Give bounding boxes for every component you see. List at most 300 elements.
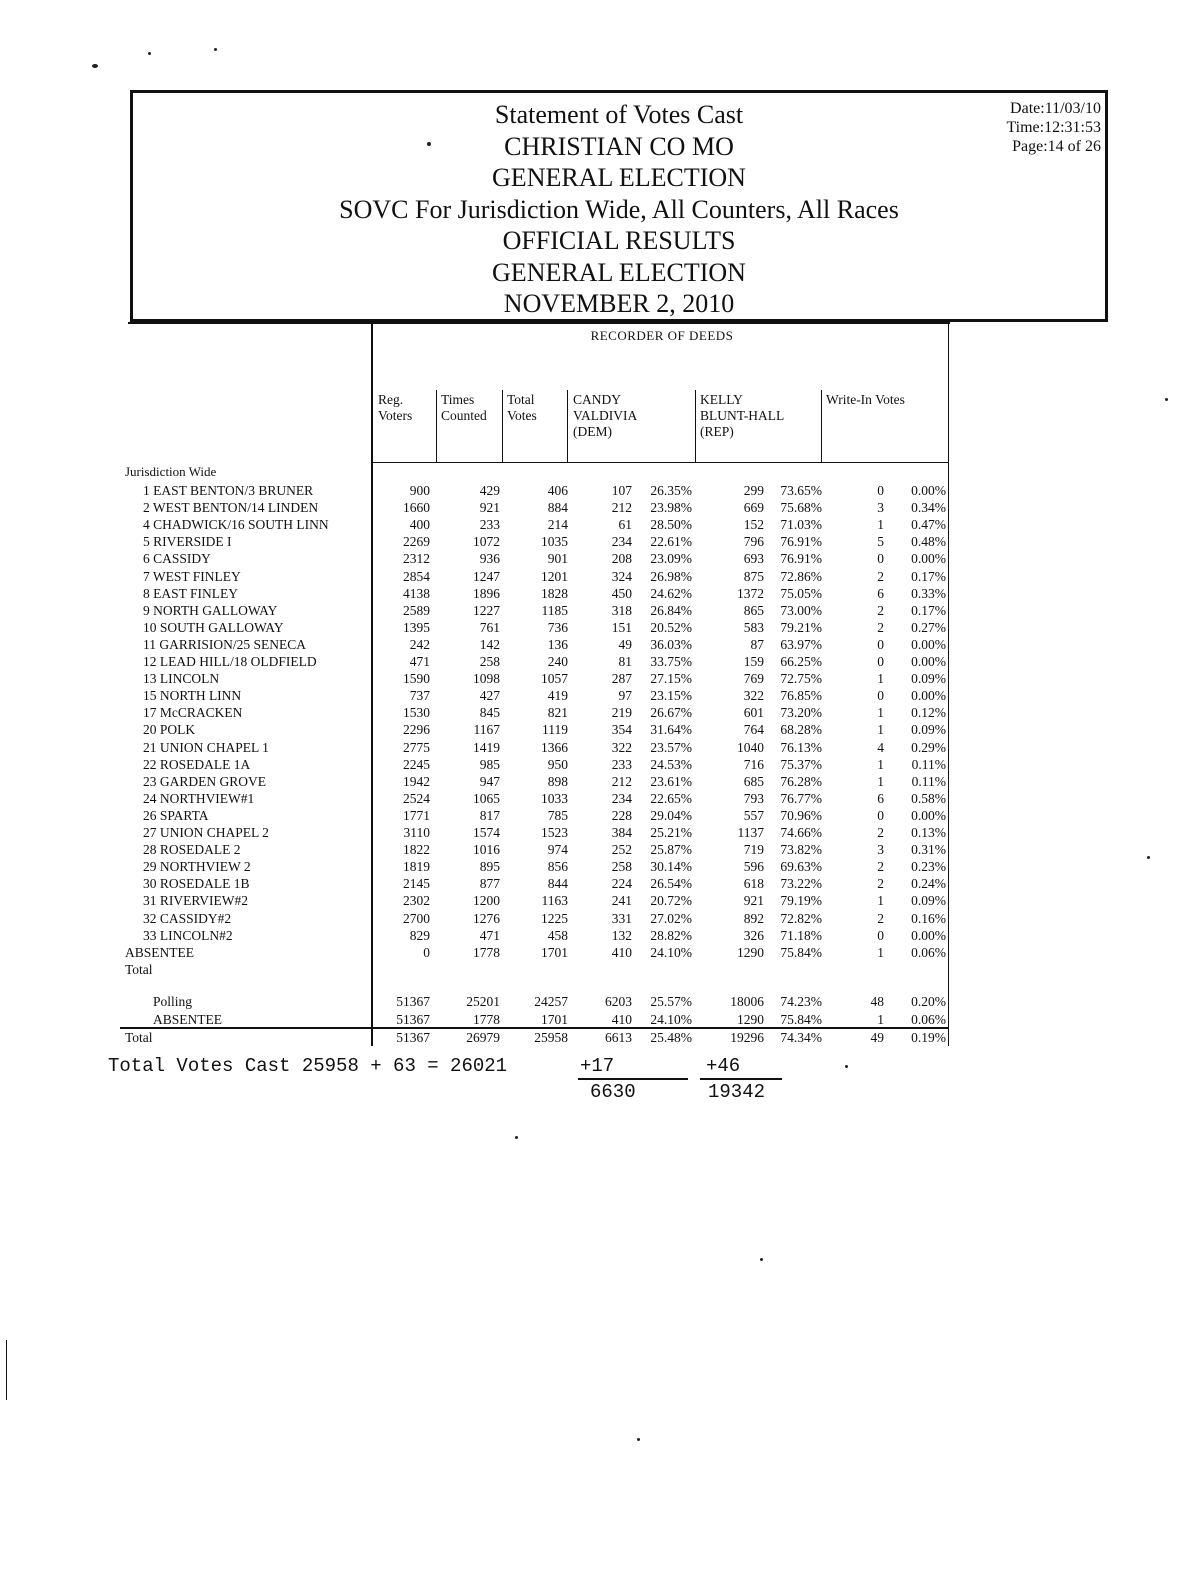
rep-pct-cell: 73.00% (780, 602, 822, 618)
total-votes-cell: 1163 (541, 893, 568, 909)
scan-speck (214, 48, 217, 51)
precinct-name-cell: 26 SPARTA (143, 807, 209, 823)
scan-speck (1165, 398, 1168, 401)
times-counted-cell: 1098 (473, 671, 500, 687)
write-in-votes-cell: 0 (877, 551, 884, 567)
table-row (0, 550, 1200, 567)
underline-dem (578, 1078, 688, 1080)
column-header-rule (373, 462, 949, 463)
write-in-pct-cell: 0.12% (911, 705, 946, 721)
dem-pct-cell: 36.03% (650, 636, 692, 652)
reg-voters-cell: 900 (409, 483, 430, 498)
scan-speck (760, 1258, 763, 1261)
precinct-name-cell: 32 CASSIDY#2 (143, 910, 232, 926)
precinct-name-cell: 27 UNION CHAPEL 2 (143, 825, 269, 840)
rep-pct-cell: 76.91% (780, 534, 822, 550)
dem-sum-note: 6630 (590, 1081, 636, 1103)
total-votes-cell: 406 (547, 483, 568, 498)
precinct-name-cell: 24 NORTHVIEW#1 (143, 790, 255, 806)
total-votes-cell: 1035 (541, 534, 568, 550)
dem-pct-cell: 23.15% (650, 688, 692, 704)
precinct-name-cell: 8 EAST FINLEY (143, 585, 239, 601)
total-votes-cell: 856 (547, 859, 568, 875)
rep-votes-cell: 152 (743, 517, 764, 533)
rep-pct-cell: 79.19% (780, 893, 822, 909)
header-titles (133, 99, 1105, 320)
precinct-name-cell: 2 WEST BENTON/14 LINDEN (143, 500, 319, 516)
rep-votes-cell: 18006 (730, 994, 764, 1009)
dem-pct-cell: 27.15% (650, 671, 692, 687)
reg-voters-cell: 0 (423, 944, 430, 960)
table-row (0, 944, 1200, 961)
reg-voters-cell: 2296 (403, 722, 430, 738)
write-in-pct-cell: 0.00% (911, 807, 946, 823)
rep-pct-cell: 75.68% (780, 500, 822, 516)
times-counted-cell: 26979 (466, 1030, 500, 1045)
rep-votes-cell: 793 (743, 790, 764, 806)
report-page: Page:14 of 26 (1012, 138, 1101, 155)
col-candidate-dem: CANDY VALDIVIA (DEM) (573, 392, 638, 439)
header-title-5: OFFICIAL RESULTS (502, 226, 736, 255)
header-title-1: Statement of Votes Cast (494, 100, 744, 129)
rep-pct-cell: 75.84% (780, 944, 822, 960)
write-in-votes-cell: 1 (877, 773, 884, 789)
total-votes-cell: 25958 (534, 1030, 568, 1045)
table-row (0, 482, 1200, 499)
write-in-votes-cell: 2 (877, 859, 884, 875)
times-counted-cell: 817 (479, 807, 500, 823)
write-in-pct-cell: 0.09% (911, 671, 946, 687)
totals-label-row (0, 961, 1200, 978)
dem-pct-cell: 20.52% (650, 619, 692, 635)
total-votes-cast-note: Total Votes Cast 25958 + 63 = 26021 (108, 1055, 508, 1077)
dem-votes-cell: 331 (611, 910, 632, 926)
table-row (0, 516, 1200, 533)
dem-votes-cell: 241 (611, 893, 632, 909)
rep-votes-cell: 1290 (737, 1012, 764, 1027)
precinct-name-cell: 33 LINCOLN#2 (143, 927, 233, 943)
total-votes-cell: 1828 (541, 585, 568, 601)
reg-voters-cell: 1942 (403, 773, 430, 789)
dem-votes-cell: 97 (618, 688, 632, 704)
dem-votes-cell: 252 (611, 842, 632, 858)
rep-votes-cell: 892 (743, 910, 764, 926)
table-row (0, 619, 1200, 636)
precinct-name-cell: 9 NORTH GALLOWAY (143, 602, 278, 618)
write-in-votes-cell: 6 (877, 585, 884, 601)
precinct-name-cell: 6 CASSIDY (143, 551, 211, 567)
totals-label: Total (125, 961, 153, 977)
table-row (0, 585, 1200, 602)
times-counted-cell: 142 (479, 636, 500, 652)
dem-votes-cell: 354 (611, 722, 632, 738)
precinct-name-cell: 12 LEAD HILL/18 OLDFIELD (143, 654, 317, 669)
times-counted-cell: 761 (479, 619, 500, 635)
rep-votes-cell: 669 (743, 500, 764, 516)
write-in-pct-cell: 0.09% (911, 893, 946, 909)
scan-speck (637, 1438, 640, 1441)
total-votes-cell: 898 (547, 773, 568, 789)
rep-pct-cell: 76.13% (780, 739, 822, 755)
times-counted-cell: 1227 (473, 602, 500, 618)
total-votes-cell: 974 (547, 842, 568, 858)
rep-pct-cell: 69.63% (780, 859, 822, 875)
precinct-name-cell: 10 SOUTH GALLOWAY (143, 619, 284, 635)
total-votes-cell: 24257 (534, 994, 568, 1009)
precinct-name-cell: 29 NORTHVIEW 2 (143, 859, 251, 875)
header-title-2: CHRISTIAN CO MO (504, 131, 734, 161)
write-in-pct-cell: 0.00% (911, 551, 946, 567)
rep-votes-cell: 19296 (730, 1030, 764, 1045)
reg-voters-cell: 471 (409, 654, 430, 669)
dem-votes-cell: 233 (611, 756, 632, 772)
dem-votes-cell: 450 (611, 585, 632, 601)
rep-pct-cell: 72.82% (780, 910, 822, 926)
write-in-votes-cell: 3 (877, 842, 884, 858)
scan-speck (515, 1136, 518, 1139)
times-counted-cell: 985 (479, 756, 500, 772)
times-counted-cell: 1574 (473, 825, 500, 840)
total-votes-cell: 1701 (541, 944, 568, 960)
reg-voters-cell: 1395 (403, 619, 430, 635)
precinct-name-cell: 4 CHADWICK/16 SOUTH LINN (143, 517, 329, 533)
table-row (0, 824, 1200, 841)
write-in-pct-cell: 0.31% (911, 842, 946, 858)
dem-votes-cell: 224 (611, 876, 632, 892)
reg-voters-cell: 242 (409, 636, 430, 652)
rep-votes-cell: 322 (743, 688, 764, 704)
dem-votes-cell: 228 (611, 807, 632, 823)
rep-pct-cell: 75.05% (780, 585, 822, 601)
rep-pct-cell: 71.18% (780, 927, 822, 943)
write-in-votes-cell: 1 (877, 944, 884, 960)
precinct-name-cell: Polling (153, 994, 193, 1009)
times-counted-cell: 1247 (473, 568, 500, 584)
table-row (0, 927, 1200, 944)
times-counted-cell: 1016 (473, 842, 500, 858)
reg-voters-cell: 737 (409, 688, 430, 704)
reg-voters-cell: 1771 (403, 807, 430, 823)
col-divider (821, 390, 822, 462)
dem-pct-cell: 24.10% (650, 944, 692, 960)
rep-votes-cell: 719 (743, 842, 764, 858)
precinct-name-cell: 13 LINCOLN (143, 671, 220, 687)
precinct-name-cell: 28 ROSEDALE 2 (143, 842, 241, 858)
table-row (0, 910, 1200, 927)
rep-votes-cell: 557 (743, 807, 764, 823)
rep-votes-cell: 769 (743, 671, 764, 687)
times-counted-cell: 877 (479, 876, 500, 892)
reg-voters-cell: 2700 (403, 910, 430, 926)
precinct-name-cell: 11 GARRISION/25 SENECA (143, 636, 307, 652)
write-in-pct-cell: 0.11% (911, 756, 946, 772)
write-in-pct-cell: 0.00% (911, 483, 946, 498)
dem-pct-cell: 26.54% (650, 876, 692, 892)
dem-votes-cell: 212 (611, 773, 632, 789)
col-total-votes: Total Votes (507, 392, 537, 423)
rep-pct-cell: 75.84% (780, 1012, 822, 1027)
rep-votes-cell: 583 (743, 619, 764, 635)
dem-votes-cell: 322 (611, 739, 632, 755)
write-in-pct-cell: 0.20% (911, 994, 946, 1009)
total-votes-cell: 1119 (542, 722, 568, 738)
reg-voters-cell: 1590 (403, 671, 430, 687)
write-in-pct-cell: 0.34% (911, 500, 946, 516)
precinct-name-cell: 7 WEST FINLEY (143, 568, 241, 584)
dem-votes-cell: 258 (611, 859, 632, 875)
header-title-6: GENERAL ELECTION (492, 257, 746, 287)
write-in-votes-cell: 4 (877, 739, 884, 755)
write-in-votes-cell: 48 (870, 994, 884, 1009)
rep-pct-cell: 79.21% (780, 619, 822, 635)
reg-voters-cell: 1660 (403, 500, 430, 516)
times-counted-cell: 1419 (473, 739, 500, 755)
rep-pct-cell: 75.37% (780, 756, 822, 772)
dem-votes-cell: 234 (611, 534, 632, 550)
dem-votes-cell: 219 (611, 705, 632, 721)
write-in-votes-cell: 3 (877, 500, 884, 516)
write-in-pct-cell: 0.00% (911, 636, 946, 652)
total-votes-cell: 1523 (541, 825, 568, 840)
dem-votes-cell: 318 (611, 602, 632, 618)
write-in-pct-cell: 0.24% (911, 876, 946, 892)
rep-pct-cell: 72.86% (780, 568, 822, 584)
table-row (0, 790, 1200, 807)
dem-pct-cell: 30.14% (650, 859, 692, 875)
times-counted-cell: 1167 (473, 722, 500, 738)
dem-pct-cell: 22.65% (650, 790, 692, 806)
write-in-votes-cell: 0 (877, 927, 884, 943)
reg-voters-cell: 51367 (396, 1030, 430, 1045)
dem-votes-cell: 208 (611, 551, 632, 567)
dem-votes-cell: 234 (611, 790, 632, 806)
write-in-votes-cell: 2 (877, 568, 884, 584)
write-in-pct-cell: 0.17% (911, 568, 946, 584)
table-row (0, 687, 1200, 704)
rep-votes-cell: 716 (743, 756, 764, 772)
scan-speck (427, 142, 431, 146)
write-in-votes-cell: 2 (877, 876, 884, 892)
rep-addition-note: +46 (706, 1055, 741, 1077)
reg-voters-cell: 51367 (396, 994, 430, 1009)
rep-pct-cell: 73.65% (780, 483, 822, 498)
col-reg-voters: Reg. Voters (378, 392, 413, 423)
total-votes-cell: 1033 (541, 790, 568, 806)
dem-pct-cell: 24.10% (650, 1012, 692, 1027)
rep-votes-cell: 875 (743, 568, 764, 584)
table-row (0, 773, 1200, 790)
write-in-votes-cell: 0 (877, 654, 884, 669)
total-votes-cell: 1185 (541, 602, 568, 618)
rep-pct-cell: 74.34% (780, 1030, 822, 1045)
dem-pct-cell: 29.04% (650, 807, 692, 823)
dem-pct-cell: 25.21% (650, 825, 692, 840)
total-votes-cell: 1201 (541, 568, 568, 584)
write-in-votes-cell: 0 (877, 807, 884, 823)
dem-pct-cell: 20.72% (650, 893, 692, 909)
precinct-name-cell: 31 RIVERVIEW#2 (143, 893, 249, 909)
rep-votes-cell: 764 (743, 722, 764, 738)
total-votes-cell: 1701 (541, 1012, 568, 1027)
precinct-name-cell: 17 McCRACKEN (143, 705, 243, 721)
dem-pct-cell: 27.02% (650, 910, 692, 926)
col-candidate-rep: KELLY BLUNT-HALL (REP) (700, 392, 785, 439)
times-counted-cell: 1065 (473, 790, 500, 806)
rep-sum-note: 19342 (708, 1081, 766, 1103)
times-counted-cell: 921 (479, 500, 500, 516)
total-votes-cell: 136 (547, 636, 568, 652)
reg-voters-cell: 2245 (403, 756, 430, 772)
rep-pct-cell: 76.28% (780, 773, 822, 789)
write-in-pct-cell: 0.17% (911, 602, 946, 618)
race-title: RECORDER OF DEEDS (590, 328, 734, 343)
total-votes-cell: 419 (547, 688, 568, 704)
write-in-pct-cell: 0.58% (911, 790, 946, 806)
precinct-name-cell: 15 NORTH LINN (143, 688, 242, 704)
table-row (0, 807, 1200, 824)
write-in-votes-cell: 1 (877, 893, 884, 909)
write-in-pct-cell: 0.06% (911, 944, 946, 960)
dem-pct-cell: 23.61% (650, 773, 692, 789)
rep-pct-cell: 76.91% (780, 551, 822, 567)
dem-pct-cell: 28.50% (650, 517, 692, 533)
rep-pct-cell: 73.82% (780, 842, 822, 858)
dem-pct-cell: 25.87% (650, 842, 692, 858)
write-in-votes-cell: 1 (877, 722, 884, 738)
rep-pct-cell: 68.28% (780, 722, 822, 738)
dem-pct-cell: 26.67% (650, 705, 692, 721)
write-in-pct-cell: 0.00% (911, 927, 946, 943)
reg-voters-cell: 2269 (403, 534, 430, 550)
times-counted-cell: 427 (479, 688, 500, 704)
rep-votes-cell: 326 (743, 927, 764, 943)
dem-pct-cell: 23.09% (650, 551, 692, 567)
reg-voters-cell: 2302 (403, 893, 430, 909)
section-label: Jurisdiction Wide (125, 464, 217, 479)
write-in-pct-cell: 0.33% (911, 585, 946, 601)
scan-speck (845, 1065, 848, 1068)
rep-pct-cell: 70.96% (780, 807, 822, 823)
table-row (0, 653, 1200, 670)
col-divider (567, 390, 568, 462)
totals-row (0, 993, 1200, 1010)
dem-votes-cell: 49 (618, 636, 632, 652)
write-in-pct-cell: 0.23% (911, 859, 946, 875)
precinct-name-cell: 30 ROSEDALE 1B (143, 876, 250, 892)
rep-votes-cell: 618 (743, 876, 764, 892)
reg-voters-cell: 2589 (403, 602, 430, 618)
rep-votes-cell: 1137 (737, 825, 764, 840)
table-top-rule (128, 322, 950, 324)
times-counted-cell: 471 (479, 927, 500, 943)
total-votes-cell: 1225 (541, 910, 568, 926)
times-counted-cell: 1200 (473, 893, 500, 909)
times-counted-cell: 947 (479, 773, 500, 789)
write-in-pct-cell: 0.47% (911, 517, 946, 533)
times-counted-cell: 845 (479, 705, 500, 721)
dem-votes-cell: 324 (611, 568, 632, 584)
reg-voters-cell: 2524 (403, 790, 430, 806)
col-divider (695, 390, 696, 462)
header-title-4: SOVC For Jurisdiction Wide, All Counters, All Races (339, 194, 899, 224)
totals-row (0, 1029, 1200, 1046)
times-counted-cell: 936 (479, 551, 500, 567)
times-counted-cell: 1072 (473, 534, 500, 550)
times-counted-cell: 1778 (473, 944, 500, 960)
write-in-pct-cell: 0.29% (911, 739, 946, 755)
write-in-votes-cell: 5 (877, 534, 884, 550)
rep-votes-cell: 299 (743, 483, 764, 498)
write-in-pct-cell: 0.00% (911, 688, 946, 704)
times-counted-cell: 895 (479, 859, 500, 875)
rep-votes-cell: 921 (743, 893, 764, 909)
report-date: Date:11/03/10 (1010, 100, 1101, 117)
write-in-votes-cell: 0 (877, 636, 884, 652)
dem-pct-cell: 24.53% (650, 756, 692, 772)
times-counted-cell: 233 (479, 517, 500, 533)
write-in-pct-cell: 0.11% (911, 773, 946, 789)
rep-pct-cell: 73.22% (780, 876, 822, 892)
write-in-votes-cell: 2 (877, 619, 884, 635)
col-times-counted: Times Counted (441, 392, 487, 423)
rep-votes-cell: 796 (743, 534, 764, 550)
col-divider (502, 390, 503, 462)
write-in-votes-cell: 6 (877, 790, 884, 806)
dem-votes-cell: 61 (618, 517, 632, 533)
total-votes-cell: 884 (547, 500, 568, 516)
reg-voters-cell: 829 (409, 927, 430, 943)
dem-votes-cell: 6613 (605, 1030, 632, 1045)
table-row (0, 875, 1200, 892)
total-votes-cell: 844 (547, 876, 568, 892)
table-row (0, 670, 1200, 687)
write-in-votes-cell: 2 (877, 825, 884, 840)
total-votes-cell: 950 (547, 756, 568, 772)
precinct-name-cell: 22 ROSEDALE 1A (143, 756, 251, 772)
reg-voters-cell: 1822 (403, 842, 430, 858)
underline-rep (700, 1078, 782, 1080)
write-in-pct-cell: 0.06% (911, 1012, 946, 1027)
precinct-name-cell: ABSENTEE (125, 944, 194, 960)
dem-votes-cell: 132 (611, 927, 632, 943)
times-counted-cell: 25201 (466, 994, 500, 1009)
rep-votes-cell: 1040 (737, 739, 764, 755)
dem-pct-cell: 26.35% (650, 483, 692, 498)
table-row (0, 858, 1200, 875)
write-in-votes-cell: 2 (877, 910, 884, 926)
rep-pct-cell: 63.97% (780, 636, 822, 652)
report-meta (1006, 99, 1101, 156)
dem-pct-cell: 24.62% (650, 585, 692, 601)
dem-votes-cell: 81 (618, 654, 632, 669)
col-write-in: Write-In Votes (826, 392, 905, 407)
rep-pct-cell: 72.75% (780, 671, 822, 687)
dem-pct-cell: 25.48% (650, 1030, 692, 1045)
total-votes-cell: 785 (547, 807, 568, 823)
dem-votes-cell: 107 (611, 483, 632, 498)
dem-pct-cell: 25.57% (650, 994, 692, 1009)
dem-pct-cell: 23.57% (650, 739, 692, 755)
header-title-3: GENERAL ELECTION (492, 163, 746, 192)
dem-pct-cell: 28.82% (650, 927, 692, 943)
reg-voters-cell: 4138 (403, 585, 430, 601)
rep-pct-cell: 71.03% (780, 517, 822, 533)
table-row (0, 756, 1200, 773)
dem-pct-cell: 26.84% (650, 602, 692, 618)
reg-voters-cell: 400 (409, 517, 430, 533)
precinct-name-cell: 23 GARDEN GROVE (143, 773, 266, 789)
table-row (0, 636, 1200, 653)
